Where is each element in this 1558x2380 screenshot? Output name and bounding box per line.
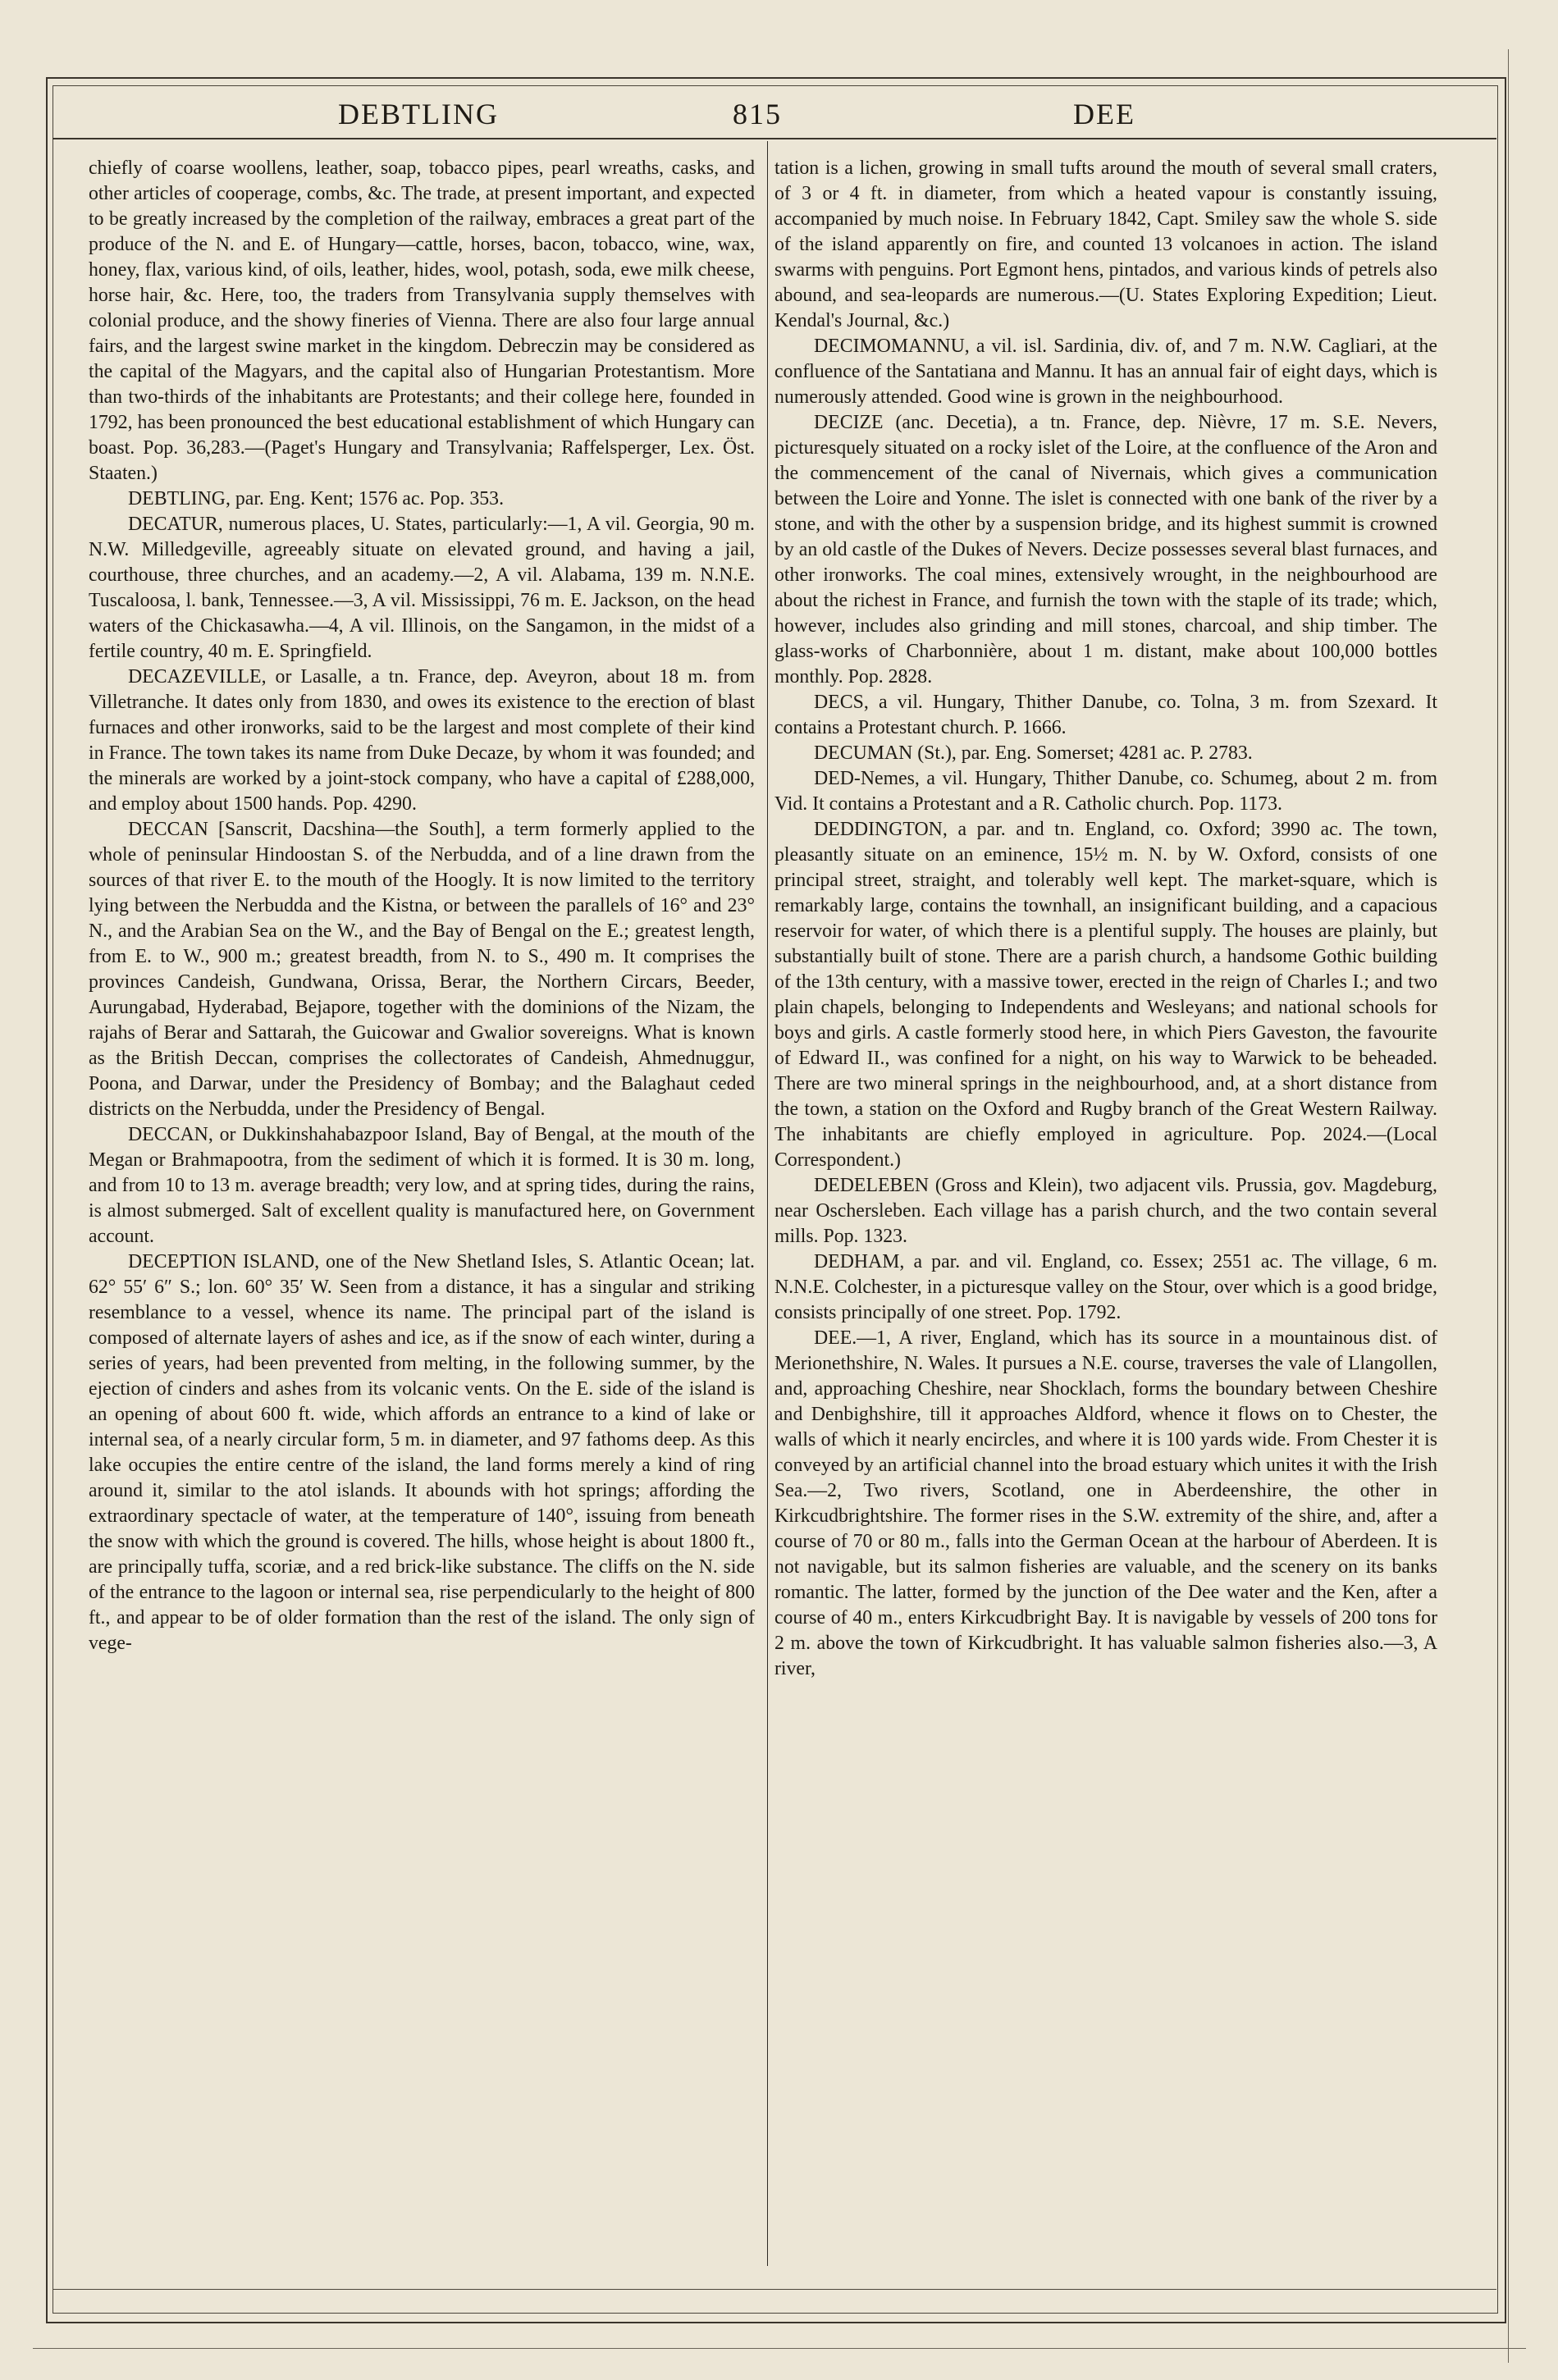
entry-ded-nemes: DED-Nemes, a vil. Hungary, Thither Danube, co. Schumeg, about 2 m. from Vid. It contains a Protestant and a R. Catholic church. Pop. 1173.: [774, 768, 1437, 815]
page-number: 815: [733, 98, 782, 130]
page-bottom-rule: [53, 2289, 1496, 2290]
continued-paragraph: chiefly of coarse woollens, leather, soap, tobacco pipes, pearl wreaths, casks, and other articles of cooperage, combs, &c. The trade, at present important, and expected to be greatly increased by the completion of the railway, embraces a great part of the produce of the N. and E. of Hungary—cattle, horses, bacon, tobacco, wine, wax, honey, flax, various kind, of oils, leather, hides, wool, potash, soda, ewe milk cheese, horse hair, &c. Here, too, the traders from Transylvania supply themselves with colonial produce, and the showy fineries of Vienna. There are also four large annual fairs, and the largest swine market in the kingdom. Debreczin may be considered as the capital of the Magyars, and the capital also of Hungarian Protestantism. More than two-thirds of the inhabitants are Protestants; and their college here, founded in 1792, has been pronounced the best educational establishment of which Hungary can boast. Pop. 36,283.—(Paget's Hungary and Transylvania; Raffelsperger, Lex. Öst. Staaten.): [89, 158, 755, 484]
entry-dee: DEE.—1, A river, England, which has its source in a mountainous dist. of Merionethshire, N. Wales. It pursues a N.E. course, traverses the vale of Llangollen, and, approaching Cheshire, near Shocklach, forms the boundary between Cheshire and Denbighshire, till it approaches Aldford, whence it flows on to Chester, the walls of which it nearly encircles, and where it is 100 yards wide. From Chester it is conveyed by an artificial channel into the broad estuary which unites it with the Irish Sea.—2, Two rivers, Scotland, one in Aberdeenshire, the other in Kirkcudbrightshire. The former rises in the S.W. extremity of the shire, and, after a course of 70 or 80 m., falls into the German Ocean at the harbour of Aberdeen. It is not navigable, but its salmon fisheries are valuable, and the scenery on its banks romantic. The latter, formed by the junction of the Dee water and the Ken, after a course of 40 m., enters Kirkcudbright Bay. It is navigable by vessels of 200 tons for 2 m. above the town of Kirkcudbright. It has valuable salmon fisheries also.—3, A river,: [774, 1327, 1437, 1679]
entry-decize: DECIZE (anc. Decetia), a tn. France, dep. Nièvre, 17 m. S.E. Nevers, picturesquely situated on a rocky islet of the Loire, at the confluence of the Aron and the commencement of the canal of Nivernais, which gives a communication between the Loire and Yonne. The islet is connected with one bank of the river by a stone, and with the other by a suspension bridge, and its highest summit is crowned by an old castle of the Dukes of Nevers. Decize possesses several blast furnaces, and other ironworks. The coal mines, extensively wrought, in the neighbourhood are about the richest in France, and furnish the town with the staple of its trade; which, however, includes also grinding and mill stones, charcoal, and ship timber. The glass-works of Charbonnière, about 1 m. distant, make about 100,000 bottles monthly. Pop. 2828.: [774, 412, 1437, 688]
entry-decazeville: DECAZEVILLE, or Lasalle, a tn. France, dep. Aveyron, about 18 m. from Villetranche. It dates only from 1830, and owes its existence to the erection of blast furnaces and other ironworks, said to be the largest and most complete of their kind in France. The town takes its name from Duke Decaze, by whom it was founded; and the minerals are worked by a joint-stock company, who have a capital of £288,000, and employ about 1500 hands. Pop. 4290.: [89, 666, 755, 815]
outer-bottom-rule: [33, 2348, 1526, 2349]
left-column: [89, 156, 755, 1656]
entry-decatur: DECATUR, numerous places, U. States, particularly:—1, A vil. Georgia, 90 m. N.W. Milledgeville, agreeably situate on elevated ground, and having a jail, courthouse, three churches, and an academy.—2, A vil. Alabama, 139 m. N.N.E. Tuscaloosa, l. bank, Tennessee.—3, A vil. Mississippi, 76 m. E. Jackson, on the head waters of the Chickasawha.—4, A vil. Illinois, on the Sangamon, in the midst of a fertile country, 40 m. E. Springfield.: [89, 514, 755, 662]
header-rule: [53, 138, 1496, 139]
entry-decuman: DECUMAN (St.), par. Eng. Somerset; 4281 ac. P. 2783.: [814, 742, 1253, 764]
entry-dedham: DEDHAM, a par. and vil. England, co. Essex; 2551 ac. The village, 6 m. N.N.E. Colchester, in a picturesque valley on the Stour, over which is a good bridge, consists principally of one street. Pop. 1792.: [774, 1251, 1437, 1323]
entry-deccan: DECCAN [Sanscrit, Dacshina—the South], a term formerly applied to the whole of peninsular Hindoostan S. of the Nerbudda, and of a line drawn from the sources of that river E. to the mouth of the Hoogly. It is now limited to the territory lying between the Nerbudda and the Kistna, or between the parallels of 16° and 23° N., and the Arabian Sea on the W., and the Bay of Bengal on the E.; greatest length, from E. to W., 900 m.; greatest breadth, from N. to S., 490 m. It comprises the provinces Candeish, Gundwana, Orissa, Berar, the Northern Circars, Beeder, Aurungabad, Hyderabad, Bejapore, together with the dominions of the Nizam, the rajahs of Berar and Sattarah, the Guicowar and Gwalior sovereigns. What is known as the British Deccan, comprises the collectorates of Candeish, Ahmednuggur, Poona, and Darwar, under the Presidency of Bombay; and the Balaghaut ceded districts on the Nerbudda, under the Presidency of Bengal.: [89, 819, 755, 1120]
entry-deccan-island: DECCAN, or Dukkinshahabazpoor Island, Bay of Bengal, at the mouth of the Megan or Brahmapootra, from the sediment of which it is formed. It is 30 m. long, and from 10 to 13 m. average breadth; very low, and at spring tides, during the rains, is almost submerged. Salt of excellent quality is manufactured here, on Government account.: [89, 1124, 755, 1247]
entry-deddington: DEDDINGTON, a par. and tn. England, co. Oxford; 3990 ac. The town, pleasantly situate on an eminence, 15½ m. N. by W. Oxford, consists of one principal street, straight, and tolerably well kept. The market-square, which is remarkably large, contains the townhall, an insignificant building, and a capacious reservoir for water, of which there is a plentiful supply. The houses are plainly, but substantially built of stone. There are a parish church, a handsome Gothic building of the 13th century, with a massive tower, erected in the reign of Charles I.; and two plain chapels, belonging to Independents and Wesleyans; and national schools for boys and girls. A castle formerly stood here, in which Piers Gaveston, the favourite of Edward II., was confined for a night, on his way to Warwick to be beheaded. There are two mineral springs in the neighbourhood, and, at a short distance from the town, a station on the Oxford and Rugby branch of the Great Western Railway. The inhabitants are chiefly employed in agriculture. Pop. 2024.—(Local Correspondent.): [774, 819, 1437, 1171]
entry-deception-island: DECEPTION ISLAND, one of the New Shetland Isles, S. Atlantic Ocean; lat. 62° 55′ 6″ S.; lon. 60° 35′ W. Seen from a distance, it has a singular and striking resemblance to a vessel, whence its name. The principal part of the island is composed of alternate layers of ashes and ice, as if the snow of each winter, during a series of years, had been prevented from melting, in the following summer, by the ejection of cinders and ashes from its volcanic vents. On the E. side of the island is an opening of about 600 ft. wide, which affords an entrance to a kind of lake or internal sea, of a nearly circular form, 5 m. in diameter, and 97 fathoms deep. As this lake occupies the entire centre of the island, the land forms merely a kind of ring around it, similar to the atol islands. It abounds with hot springs; affording the extraordinary spectacle of water, at the temperature of 140°, issuing from beneath the snow with which the ground is covered. The hills, whose height is about 1800 ft., are principally tuffa, scoriæ, and a red brick-like substance. The cliffs on the N. side of the entrance to the lagoon or internal sea, rise perpendicularly to the height of 800 ft., and appear to be of older formation than the rest of the island. The only sign of vege-: [89, 1251, 755, 1654]
running-head-right: DEE: [1073, 98, 1135, 130]
continued-paragraph: tation is a lichen, growing in small tufts around the mouth of several small craters, of 3 or 4 ft. in diameter, from which a heated vapour is constantly issuing, accompanied by much noise. In February 1842, Capt. Smiley saw the whole S. side of the island apparently on fire, and counted 13 volcanoes in action. The island swarms with penguins. Port Egmont hens, pintados, and various kinds of petrels also abound, and sea-leopards are numerous.—(U. States Exploring Expedition; Lieut. Kendal's Journal, &c.): [774, 158, 1437, 331]
entry-decs: DECS, a vil. Hungary, Thither Danube, co. Tolna, 3 m. from Szexard. It contains a Protestant church. P. 1666.: [774, 692, 1437, 738]
entry-decimomannu: DECIMOMANNU, a vil. isl. Sardinia, div. of, and 7 m. N.W. Cagliari, at the confluence of the Santatiana and Mannu. It has an annual fair of eight days, which is numerously attended. Good wine is grown in the neighbourhood.: [774, 336, 1437, 408]
outer-right-rule: [1508, 49, 1509, 2363]
entry-dedeleben: DEDELEBEN (Gross and Klein), two adjacent vils. Prussia, gov. Magdeburg, near Oschersleben. Each village has a parish church, and the two contain several mills. Pop. 1323.: [774, 1175, 1437, 1247]
right-column: [774, 156, 1437, 1682]
entry-debtling: DEBTLING, par. Eng. Kent; 1576 ac. Pop. 353.: [128, 488, 505, 509]
running-head-left: DEBTLING: [338, 98, 499, 130]
column-divider: [767, 141, 768, 2266]
